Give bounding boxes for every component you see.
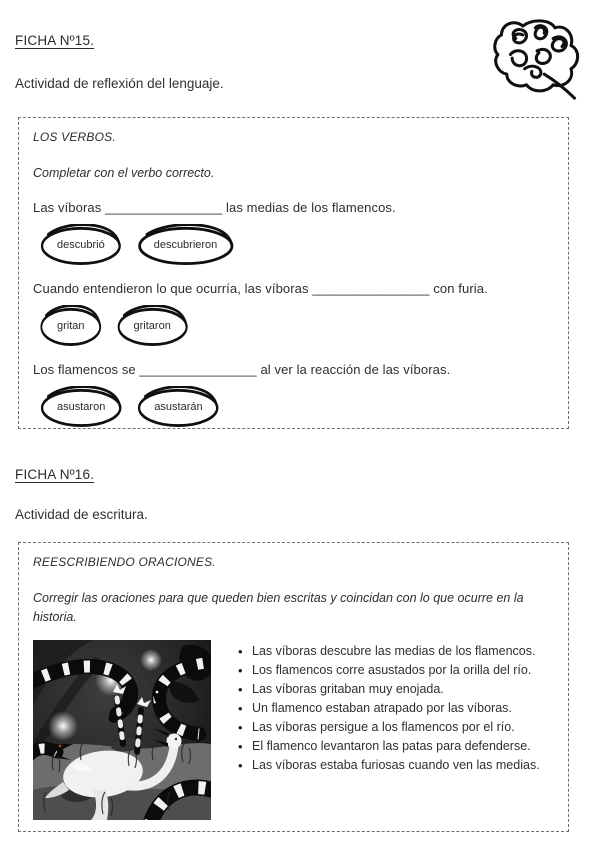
sentence-list: [237, 642, 540, 820]
option-asustaran[interactable]: [136, 386, 220, 428]
option-asustaron[interactable]: [39, 386, 123, 428]
option-label: gritaron: [133, 320, 171, 333]
ficha16-title: FICHA Nº16.: [15, 467, 95, 482]
verbos-instruction: Completar con el verbo correcto.: [33, 166, 215, 180]
exercise-sentence-3: Los flamencos se ________________ al ver la reacción de las víboras.: [33, 362, 451, 378]
reescribiendo-instruction: Corregir las oraciones para que queden bien escritas y coincidan con lo que ocurre en la historia.: [33, 591, 524, 625]
option-label: descubrieron: [153, 239, 218, 252]
list-item: • Las víboras estaba furiosas cuando ven las medias.: [237, 756, 540, 775]
option-gritaron[interactable]: [116, 305, 189, 347]
verbos-box: [18, 117, 569, 429]
ficha15-title: FICHA Nº15.: [15, 33, 95, 48]
list-item: • Un flamenco estaban atrapado por las víboras.: [237, 699, 540, 718]
list-item: • Las víboras persigue a los flamencos por el río.: [237, 718, 540, 737]
option-label: asustarán: [154, 401, 203, 414]
brain-doodle-icon: [489, 12, 587, 106]
list-item: • Las víboras gritaban muy enojada.: [237, 680, 540, 699]
option-label: descubrió: [57, 239, 105, 252]
exercise-sentence-2: Cuando entendieron lo que ocurría, las víboras ________________ con furia.: [33, 281, 488, 297]
verbos-heading: LOS VERBOS.: [33, 130, 116, 144]
exercise-sentence-1: Las víboras ________________ las medias de los flamencos.: [33, 200, 396, 216]
list-item: • Las víboras descubre las medias de los flamencos.: [237, 642, 540, 661]
option-label: gritan: [57, 320, 85, 333]
reescribiendo-box: [18, 542, 569, 832]
ficha16-subtitle: Actividad de escritura.: [15, 507, 148, 522]
snakes-flamingo-illustration: [33, 640, 211, 820]
ficha15-subtitle: Actividad de reflexión del lenguaje.: [15, 76, 224, 91]
options-row-3: [39, 386, 554, 428]
list-item: • El flamenco levantaron las patas para defenderse.: [237, 737, 540, 756]
option-label: asustaron: [57, 401, 106, 414]
option-descubrieron[interactable]: [136, 224, 236, 266]
reescribiendo-content: [33, 640, 554, 820]
options-row-2: [39, 305, 554, 347]
list-item: • Los flamencos corre asustados por la orilla del río.: [237, 661, 540, 680]
options-row-1: [39, 224, 554, 266]
reescribiendo-heading: REESCRIBIENDO ORACIONES.: [33, 555, 216, 569]
option-gritan[interactable]: [39, 305, 103, 347]
option-descubrio[interactable]: [39, 224, 123, 266]
